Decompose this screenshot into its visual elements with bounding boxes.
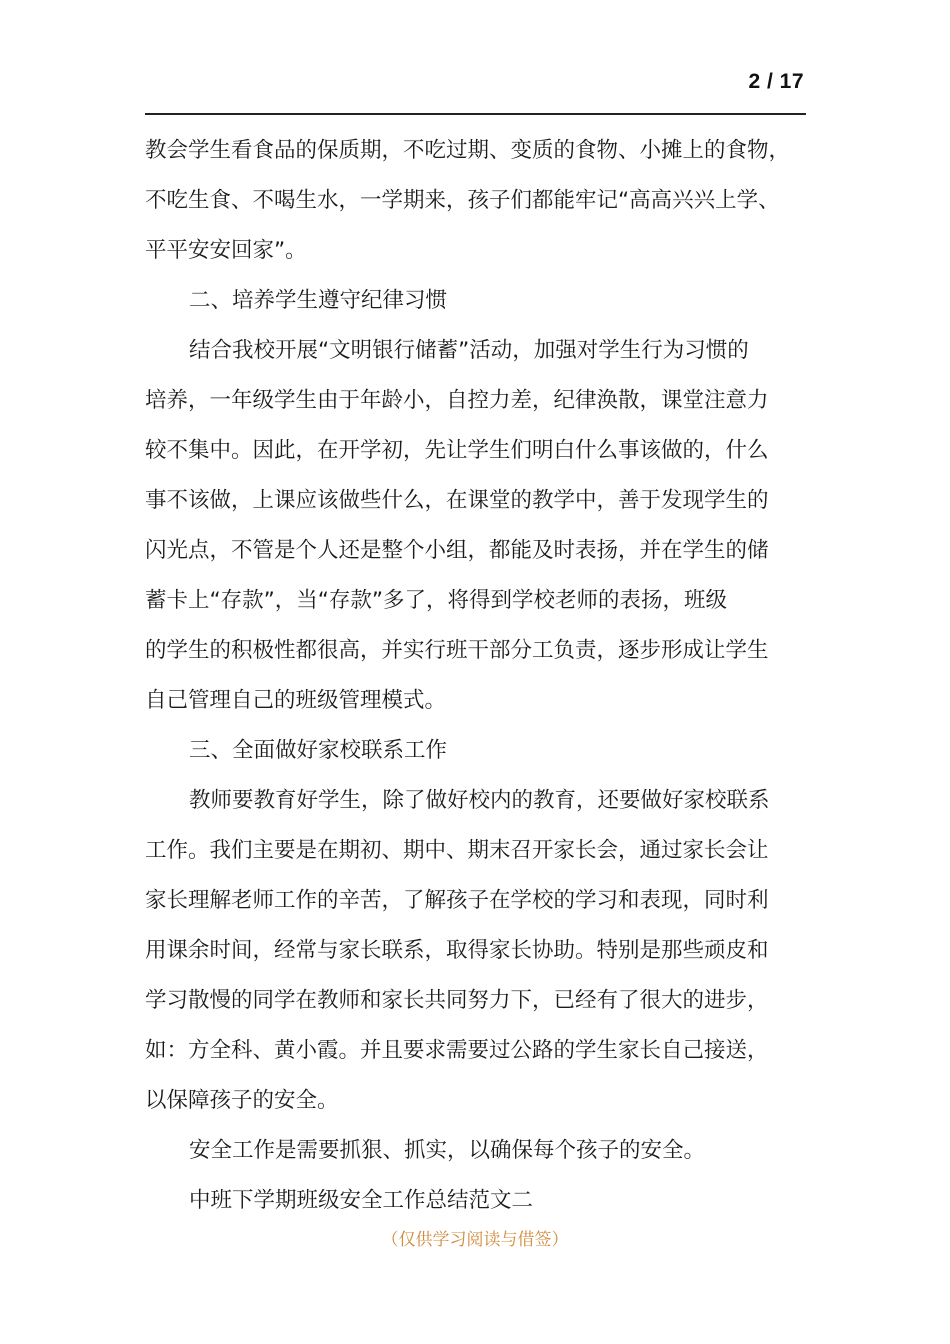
paragraph-line: 家长理解老师工作的辛苦，了解孩子在学校的学习和表现，同时利 — [145, 888, 769, 913]
section-heading: 三、全面做好家校联系工作 — [189, 738, 448, 763]
paragraph-line: 以保障孩子的安全。 — [145, 1088, 339, 1113]
paragraph-line: 蓄卡上“存款”，当“存款”多了，将得到学校老师的表扬，班级 — [145, 588, 728, 613]
paragraph-line: 培养，一年级学生由于年龄小，自控力差，纪律涣散，课堂注意力 — [145, 388, 769, 413]
paragraph-line: 用课余时间，经常与家长联系，取得家长协助。特别是那些顽皮和 — [145, 938, 769, 963]
paragraph-line: 教会学生看食品的保质期，不吃过期、变质的食物、小摊上的食物， — [145, 138, 791, 163]
paragraph-line: 闪光点，不管是个人还是整个小组，都能及时表扬，并在学生的储 — [145, 538, 769, 563]
paragraph-line: 的学生的积极性都很高，并实行班干部分工负责，逐步形成让学生 — [145, 638, 769, 663]
paragraph-line: 工作。我们主要是在期初、期中、期末召开家长会，通过家长会让 — [145, 838, 769, 863]
paragraph-line: 平平安安回家”。 — [145, 238, 307, 263]
page-number: 2 / 17 — [748, 70, 804, 93]
paragraph-line: 自己管理自己的班级管理模式。 — [145, 688, 447, 713]
paragraph-line: 较不集中。因此，在开学初，先让学生们明白什么事该做的，什么 — [145, 438, 769, 463]
paragraph-line: 安全工作是需要抓狠、抓实，以确保每个孩子的安全。 — [189, 1138, 706, 1163]
paragraph-line: 学习散慢的同学在教师和家长共同努力下，已经有了很大的进步， — [145, 988, 769, 1013]
paragraph-line: 结合我校开展“文明银行储蓄”活动，加强对学生行为习惯的 — [189, 338, 749, 363]
paragraph-line: 事不该做，上课应该做些什么，在课堂的教学中，善于发现学生的 — [145, 488, 769, 513]
footer-note: （仅供学习阅读与借签） — [381, 1230, 569, 1250]
section-heading: 中班下学期班级安全工作总结范文二 — [189, 1188, 534, 1213]
paragraph-line: 如：方全科、黄小霞。并且要求需要过公路的学生家长自己接送， — [145, 1038, 769, 1063]
paragraph-line: 教师要教育好学生，除了做好校内的教育，还要做好家校联系 — [189, 788, 770, 813]
document-body — [145, 126, 807, 1226]
section-heading: 二、培养学生遵守纪律习惯 — [189, 288, 448, 313]
paragraph-line: 不吃生食、不喝生水，一学期来，孩子们都能牢记“高高兴兴上学、 — [145, 188, 780, 213]
header-rule — [145, 113, 806, 115]
